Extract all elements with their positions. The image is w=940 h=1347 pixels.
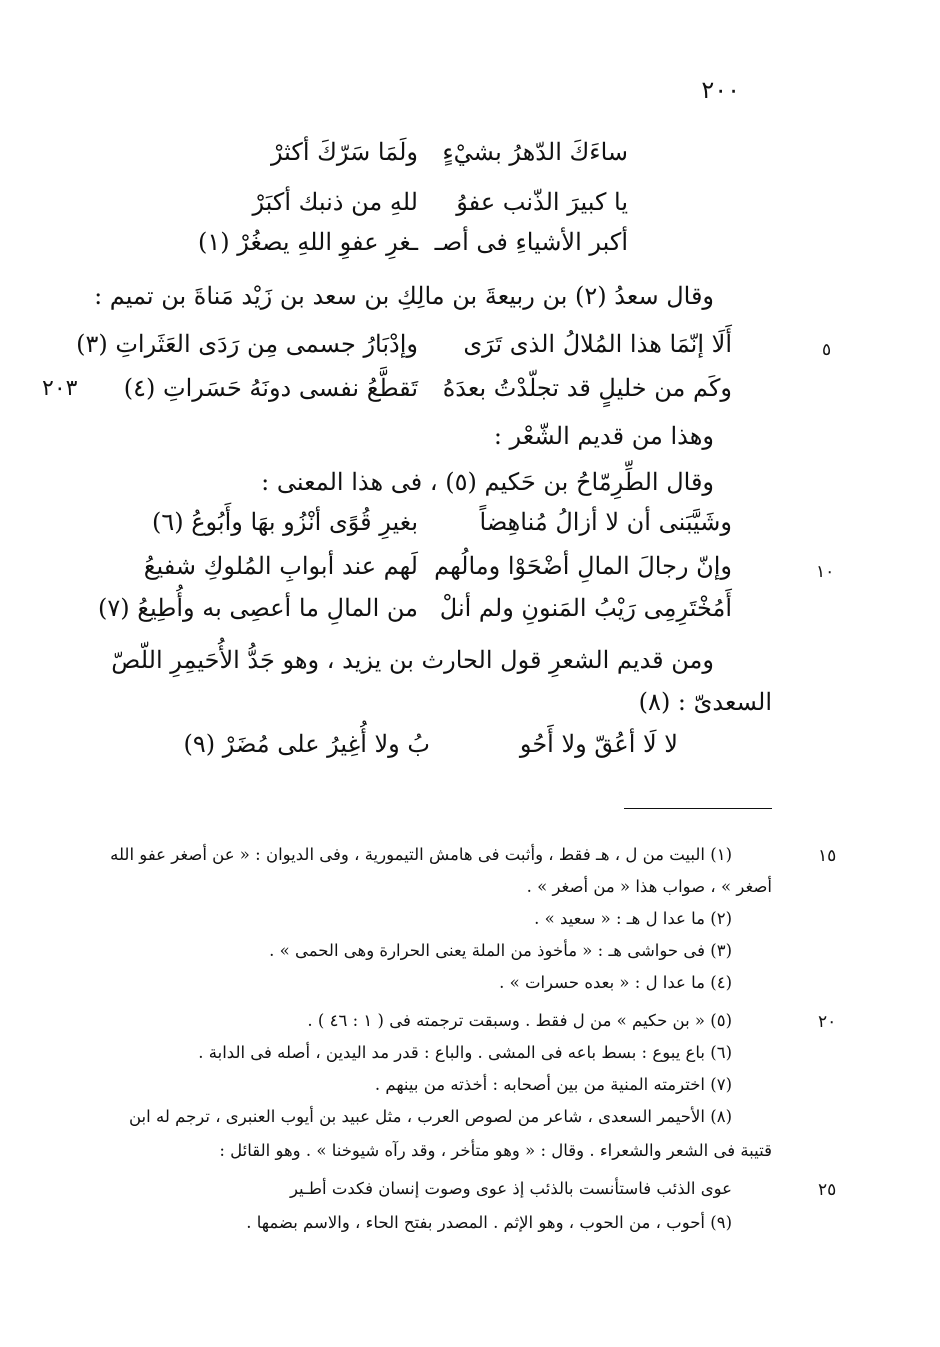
line-number: ٥ [822,340,832,360]
verse-hemistich-2: بُ ولا أُغِيرُ على مُضَرْ (٩) [183,730,430,758]
verse-hemistich-2: بغيرِ قُوًى أنْزُو بهَا وأَبُوعُ (٦) [151,508,418,536]
verse-hemistich-1: أكبر الأشياءِ فى أصـ [434,228,628,256]
verse-hemistich-1: يا كبيرَ الذّنب عفوُ [456,188,628,216]
footnote-line: (٩) أحوب ، من الحوب ، وهو الإثم . المصدر بفتح الحاء ، والاسم بضمها . [246,1213,732,1232]
footnote-line: (٧) اخترمته المنية من بين أصحابه : أخذته من بينهم . [374,1075,732,1094]
line-number: ٢٥ [818,1180,837,1200]
verse-hemistich-1: أَلَا إنّمَا هذا المُلالُ الذى تَرَى [463,330,732,358]
verse-hemistich-1: ساءَكَ الدّهرُ بشيْءٍ [442,138,628,166]
footnote-line: (٢) ما عدا ل هـ : « سعيد » . [534,909,732,928]
footnote-rule [624,808,772,809]
verse-hemistich-2: تَقطَّعُ نفسى دونَهُ حَسَراتِ (٤) [123,374,418,402]
verse-hemistich-1: أَمُخْتَرِمِى رَيْبُ المَنونِ ولم أنلْ [439,594,732,622]
footnote-line: (٤) ما عدا ل : « بعده حسرات » . [499,973,732,992]
footnote-line: أصغر » ، صواب هذا « من أصغر » . [526,877,772,896]
prose-intro: وقال سعدُ (٢) بن ربيعةَ بن مالِكِ بن سعد بن زَيْد مَناةَ بن تميم : [94,282,714,310]
verse-hemistich-1: وإنّ رجالَ المالِ أضْحَوْا ومالُهم [434,552,732,580]
footnote-line: عوى الذئب فاستأنست بالذئب إذ عوى وصوت إنسان فكدت أطـير [289,1179,732,1198]
page-number: ٢٠٠ [701,76,740,104]
footnote-line: (٦) باع يبوع : بسط باعه فى المشى . والباع : قدر مد اليدين ، أصله فى الدابة . [198,1043,732,1062]
line-number: ١٠ [816,562,835,582]
footnote-line: (٣) فى حواشى هـ : « مأخوذ من الملة يعنى الحرارة وهى الحمى » . [269,941,732,960]
prose-line: وهذا من قديم الشّعْر : [493,422,714,450]
verse-hemistich-2: لَهم عند أبوابِ المُلوكِ شفيعُ [143,552,418,580]
footnote-line: (٥) « بن حكيم » من ل فقط . وسبقت ترجمته فى ( ١ : ٤٦ ) . [307,1011,732,1030]
footnote-line: (١) البيت من ل ، هـ فقط ، وأثبت فى هامش التيمورية ، وفى الديوان : « عن أصغر عفو الله [110,845,732,864]
prose-line: السعدىّ : (٨) [638,688,772,716]
verse-hemistich-2: للهِ من ذنبك أكبَرْ [252,188,418,216]
line-number: ١٥ [818,846,837,866]
footnote-line: (٨) الأحيمر السعدى ، شاعر من لصوص العرب ، مثل عبيد بن أيوب العنبرى ، ترجم له ابن [129,1107,732,1126]
verse-hemistich-2: من المالِ ما أعصِى به وأُطِيعُ (٧) [97,594,418,622]
margin-reference: ٢٠٣ [42,376,78,401]
verse-hemistich-1: لا لَا أعُقّ ولا أَحُو [519,730,678,758]
verse-hemistich-2: ولَمَا سَرّكَ أكثرْ [270,138,418,166]
footnote-line: قتيبة فى الشعر والشعراء . وقال : « وهو متأخر ، وقد رآه شيوخنا » . وهو القائل : [219,1141,772,1160]
line-number: ٢٠ [818,1012,837,1032]
verse-hemistich-2: ـغرِ عفوِ اللهِ يصغُرْ (١) [198,228,418,256]
prose-intro: وقال الطِّرِمّاحُ بن حَكيم (٥) ، فى هذا المعنى : [261,468,714,496]
verse-hemistich-1: وشَيَّبَنى أن لا أزالُ مُناهِضاً [479,508,732,536]
prose-line: ومن قديم الشعرِ قول الحارث بن يزيد ، وهو جَدُّ الأُحَيمِرِ اللّصّ [111,646,714,674]
verse-hemistich-1: وكَم من خليلٍ قد تجلّدْتُ بعدَهُ [442,374,732,402]
verse-hemistich-2: وإدْبَارُ جسمى مِن رَدَى العَثَراتِ (٣) [76,330,418,358]
